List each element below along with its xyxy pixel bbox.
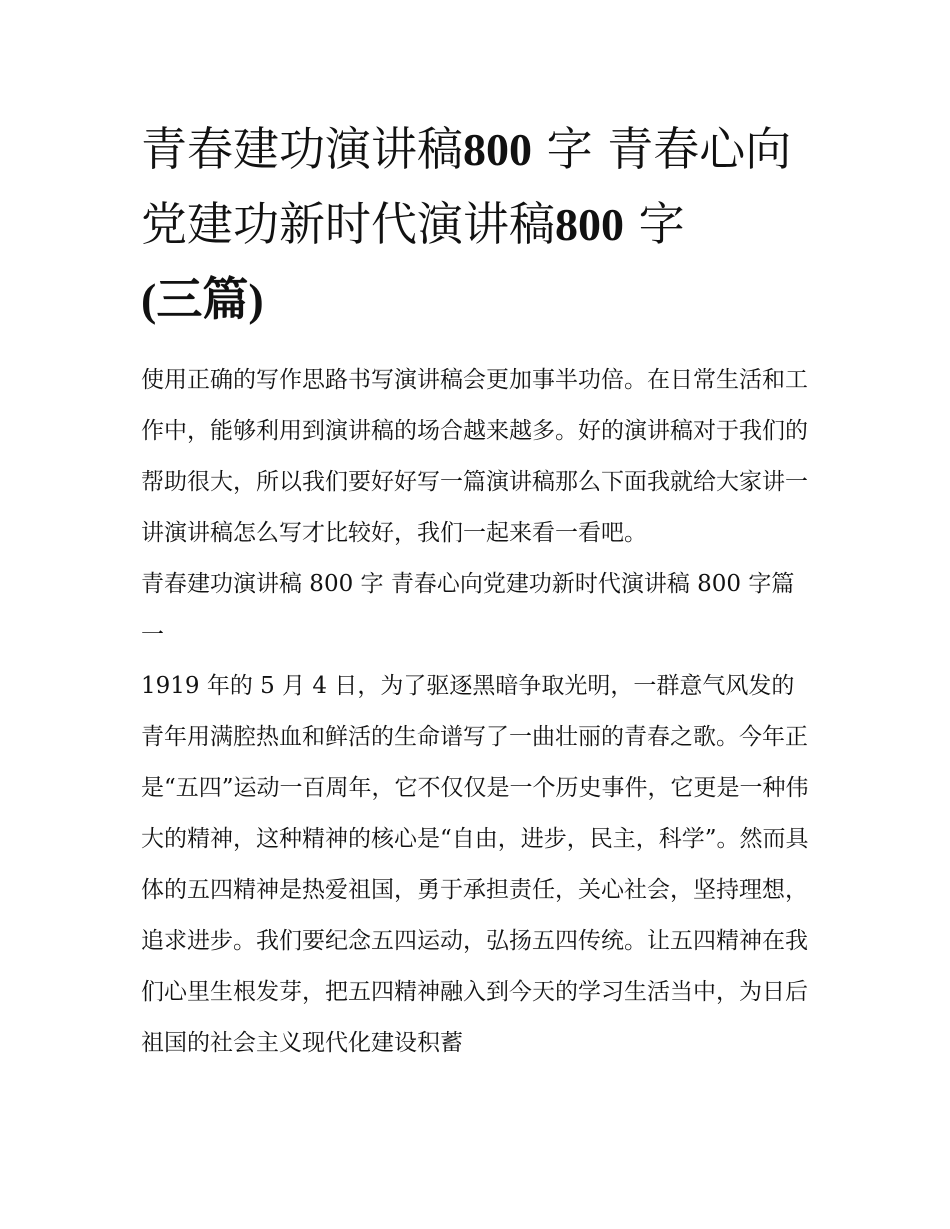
title-part-2: 字 青春心向党建功新时代演讲稿 xyxy=(141,122,792,251)
title-part-1: 青春建功演讲稿 xyxy=(141,122,463,176)
title-part-4: (三篇) xyxy=(141,274,264,325)
body-paragraph: 1919 年的 5 月 4 日，为了驱逐黑暗争取光明，一群意气风发的青年用满腔热血和鲜活的生命谱写了一曲壮丽的青春之歌。今年正是“五四”运动一百周年，它不仅仅是一个历史事件，它更是一种伟大的精神，这种精神的核心是“自由，进步，民主，科学”。然而具体的五四精神是热爱祖国，勇于承担责任，关心社会，坚持理想，追求进步。我们要纪念五四运动，弘扬五四传统。让五四精神在我们心里生根发芽，把五四精神融入到今天的学习生活当中，为日后祖国的社会主义现代化建设积蓄 xyxy=(141,673,809,1056)
title-number-1: 800 xyxy=(463,124,532,175)
section-subtitle: 青春建功演讲稿 800 字 青春心向党建功新时代演讲稿 800 字篇一 xyxy=(141,571,795,648)
document-content xyxy=(141,112,813,1069)
title-part-3: 字 xyxy=(638,197,685,251)
intro-paragraph: 使用正确的写作思路书写演讲稿会更加事半功倍。在日常生活和工作中，能够利用到演讲稿的场合越来越多。好的演讲稿对于我们的帮助很大，所以我们要好好写一篇演讲稿那么下面我就给大家讲一讲演讲稿怎么写才比较好，我们一起来看一看吧。 xyxy=(141,367,808,546)
document-title xyxy=(141,112,813,337)
title-number-2: 800 xyxy=(555,199,624,250)
